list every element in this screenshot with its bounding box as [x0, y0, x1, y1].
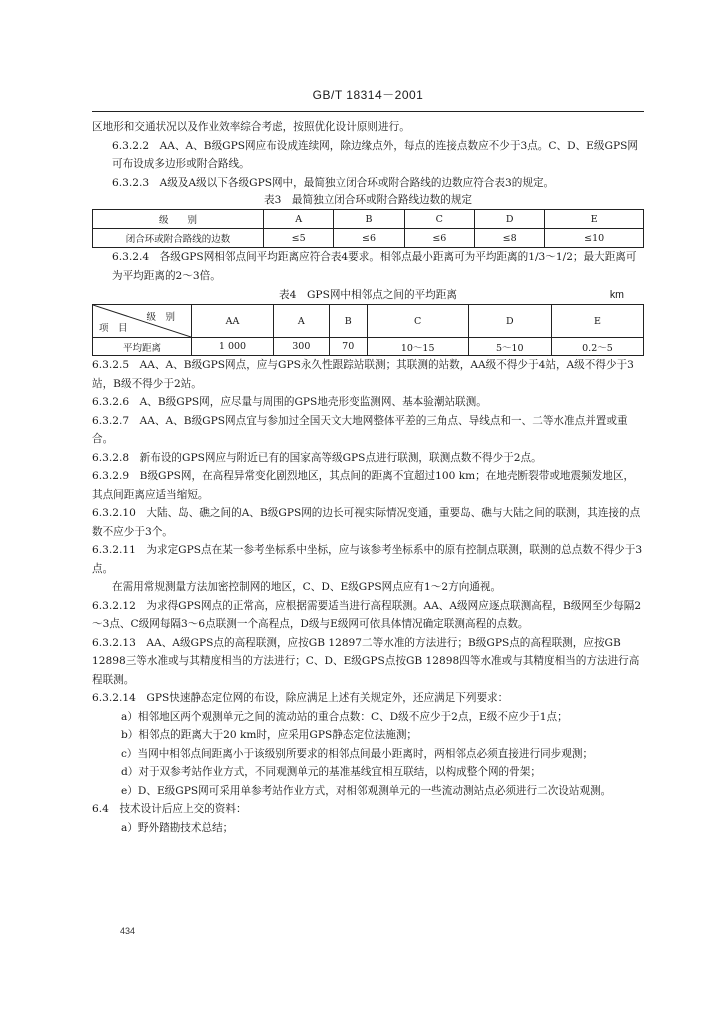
table4-diag-top: 级 别 [146, 312, 175, 323]
table3-grade: B [334, 210, 404, 229]
table3-value: ≤8 [474, 229, 544, 248]
clause-6-3-2-14: 6.3.2.14 GPS快速静态定位网的布设，除应满足上述有关规定外，还应满足下列要求： [92, 692, 509, 704]
table3-grade: D [474, 210, 544, 229]
table4-unit: km [609, 289, 624, 301]
table4-row-label: 平均距离 [93, 338, 192, 356]
table3-value: ≤10 [545, 229, 644, 248]
clause-6-3-2-4: 6.3.2.4 各级GPS网相邻点间平均距离应符合表4要求。相邻点最小距离可为平均距离的1/3～1/2；最大距离可为平均距离的2～3倍。 [112, 251, 637, 282]
table3-grade: E [545, 210, 644, 229]
list-item-a: a）相邻地区两个观测单元之间的流动站的重合点数：C、D级不应少于2点，E级不应少于1点； [121, 710, 568, 723]
table4-value: 1 000 [192, 338, 274, 356]
table-4 [92, 304, 644, 356]
table4-grade: C [367, 305, 468, 338]
table4-value: 0.2～5 [551, 338, 643, 356]
clause-6-3-2-5: 6.3.2.5 AA、A、B级GPS网点，应与GPS永久性跟踪站联测；其联测的站数，AA级不得少于4站，A级不得少于3站，B级不得少于2站。 [92, 359, 634, 390]
document-page [92, 86, 644, 837]
table3-header-row [93, 210, 644, 229]
table4-caption: 表4 GPS网中相邻点之间的平均距离 [279, 289, 457, 301]
table4-value: 70 [329, 338, 367, 356]
table4-diag-bottom: 项 目 [99, 323, 128, 334]
table4-value-row [93, 338, 644, 356]
table4-value: 300 [274, 338, 330, 356]
clause-6-3-2-7: 6.3.2.7 AA、A、B级GPS网点宜与参加过全国天文大地网整体平差的三角点、导线点和一、二等水准点并置或重合。 [92, 414, 628, 445]
table3-value: ≤5 [264, 229, 334, 248]
header-rule [92, 111, 644, 112]
table3-value: ≤6 [334, 229, 404, 248]
clause-6-3-2-11: 6.3.2.11 为求定GPS点在某一参考坐标系中坐标，应与该参考坐标系中的原有控制点联测，联测的总点数不得少于3点。 [92, 544, 643, 575]
table3-caption: 表3 最简独立闭合环或附合路线边数的规定 [263, 194, 473, 206]
table3-grade: C [404, 210, 474, 229]
clause-6-3-2-12: 6.3.2.12 为求得GPS网点的正常高，应根据需要适当进行高程联测。AA、A级网应逐点联测高程，B级网至少每隔2～3点、C级网每隔3～6点联测一个高程点，D级与E级网可依具体情况确定联测高程的点数。 [92, 599, 642, 630]
table4-grade: A [274, 305, 330, 338]
list-item-d: d）对于双参考站作业方式，不同观测单元的基准基线宜相互联结，以构成整个网的骨架； [121, 766, 541, 778]
list-item-b: b）相邻点的距离大于20 km时，应采用GPS静态定位法施测； [121, 729, 418, 741]
table4-diagonal-header [93, 305, 192, 338]
table3-value: ≤6 [404, 229, 474, 248]
table4-header-row [93, 305, 644, 338]
clause-6-3-2-8: 6.3.2.8 新布设的GPS网应与附近已有的国家高等级GPS点进行联测，联测点数不得少于2点。 [92, 451, 542, 464]
table3-value-row [93, 229, 644, 248]
table3-grade: A [264, 210, 334, 229]
list-item-e: e）D、E级GPS网可采用单参考站作业方式，对相邻观测单元的一些流动测站点必须进行二次设站观测。 [121, 784, 612, 797]
table-3 [92, 209, 644, 248]
note-paragraph: 在需用常规测量方法加密控制网的地区，C、D、E级GPS网点应有1～2方向通视。 [112, 581, 502, 593]
clause-6-3-2-2: 6.3.2.2 AA、A、B级GPS网应布设成连续网，除边缘点外，每点的连接点数应不少于3点。C、D、E级GPS网可布设成多边形或附合路线。 [112, 139, 638, 170]
clause-6-3-2-10: 6.3.2.10 大陆、岛、礁之间的A、B级GPS网的边长可视实际情况变通，重要岛、礁与大陆之间的联测，其连接的点数不应少于3个。 [92, 507, 641, 538]
table4-caption-row [92, 287, 644, 304]
table4-grade: E [551, 305, 643, 338]
clause-6-4: 6.4 技术设计后应上交的资料： [92, 803, 247, 815]
clause-6-3-2-3: 6.3.2.3 A级及A级以下各级GPS网中，最简独立闭合环或附合路线的边数应符合表3的规定。 [112, 176, 555, 189]
table4-grade: D [468, 305, 551, 338]
table3-header-label: 级 别 [93, 210, 264, 229]
intro-line: 区地形和交通状况以及作业效率综合考虑，按照优化设计原则进行。 [92, 121, 410, 133]
page-number: 434 [120, 926, 136, 936]
clause-6-3-2-13: 6.3.2.13 AA、A级GPS点的高程联测，应按GB 12897二等水准的方法进行；B级GPS点的高程联测，应按GB 12898三等水准或与其精度相当的方法进行；C、D、E级GPS点按GB 12898四等水准或与其精度相当的方法进行高程联测。 [92, 636, 640, 686]
table4-grade: B [329, 305, 367, 338]
table3-row-label: 闭合环或附合路线的边数 [93, 229, 264, 248]
standard-header: GB/T 18314－2001 [312, 88, 424, 102]
list-item-6-4-a: a）野外踏勘技术总结； [121, 821, 234, 834]
clause-6-3-2-6: 6.3.2.6 A、B级GPS网，应尽量与周围的GPS地壳形变监测网、基本验潮站联测。 [92, 396, 487, 408]
clause-6-3-2-9: 6.3.2.9 B级GPS网，在高程异常变化剧烈地区，其点间的距离不宜超过100 km；在地壳断裂带或地震频发地区，其点间距离应适当缩短。 [92, 470, 635, 501]
table4-value: 5～10 [468, 338, 551, 356]
table4-value: 10～15 [367, 338, 468, 356]
table4-grade: AA [192, 305, 274, 338]
list-item-c: c）当网中相邻点间距离小于该级别所要求的相邻点间最小距离时，两相邻点必须直接进行同步观测； [121, 747, 594, 760]
